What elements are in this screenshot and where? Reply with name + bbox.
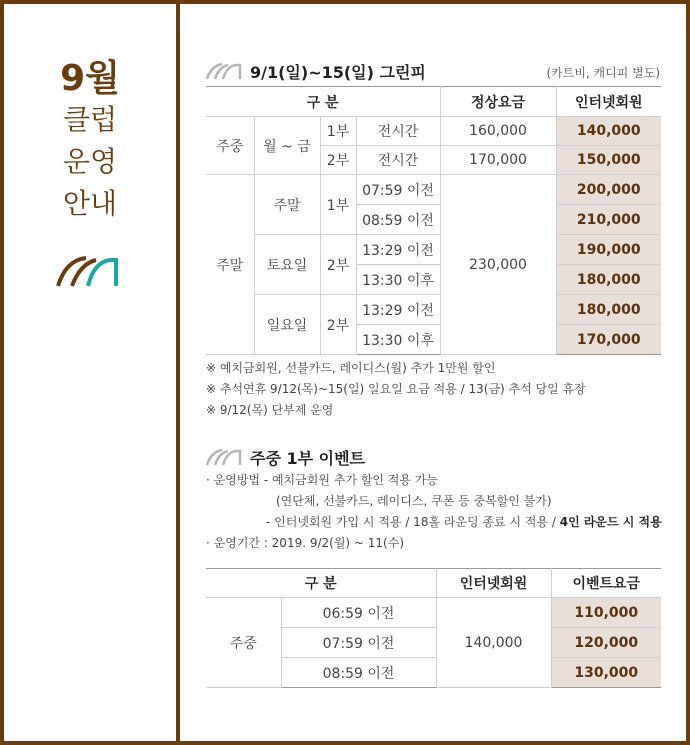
table-row: [206, 175, 661, 205]
header-normal-fee: 정상요금: [440, 87, 556, 117]
weekday-days: 월 ~ 금: [254, 117, 320, 175]
weekend-day: 토요일: [254, 235, 320, 295]
part-cell: 2부: [320, 235, 356, 295]
part-cell: 1부: [320, 175, 356, 235]
member-fee-cell: 180,000: [556, 265, 661, 295]
weekday-label: 주중: [206, 117, 254, 175]
note-line: ※ 추석연휴 9/12(목)~15(일) 일요일 요금 적용 / 13(금) 추석 당일 휴장: [206, 382, 586, 396]
time-cell: 07:59 이전: [281, 628, 436, 658]
note-line: (연단체, 선불카드, 레이디스, 쿠폰 등 중복할인 불가): [276, 494, 552, 508]
section2-header: [206, 446, 506, 468]
time-cell: 08:59 이전: [356, 205, 440, 235]
note-bold-text: 4인 라운드 시 적용: [559, 515, 662, 529]
time-cell: 전시간: [356, 146, 440, 175]
member-fee-cell: 180,000: [556, 295, 661, 325]
sidebar-title-line-3: 안내: [62, 187, 118, 220]
section2-title: 주중 1부 이벤트: [250, 449, 366, 468]
note-line: ※ 예치금회원, 선불카드, 레이디스(월) 추가 1만원 할인: [206, 361, 496, 375]
note-line: · 운영기간 : 2019. 9/2(월) ~ 11(수): [206, 536, 405, 550]
event-fee-cell: 110,000: [551, 598, 661, 628]
section-logo-icon: [206, 62, 242, 80]
member-fee-cell: 170,000: [556, 325, 661, 355]
weekend-normal-fee: 230,000: [440, 175, 556, 355]
note-text: - 인터넷회원 가입 시 적용 / 18홀 라운딩 종료 시 적용 /: [266, 515, 560, 529]
note-line: ※ 9/12(목) 단부제 운영: [206, 403, 334, 417]
time-cell: 13:29 이전: [356, 295, 440, 325]
note-line: · 운영방법 - 예치금회원 추가 할인 적용 가능: [206, 473, 438, 487]
table-row: [206, 235, 661, 265]
event-table: [206, 568, 661, 688]
greenfee-table: [206, 86, 661, 355]
section1-note: (카트비, 캐디피 별도): [546, 66, 660, 80]
part-cell: 1부: [320, 117, 356, 146]
header-member-fee: 인터넷회원: [556, 87, 661, 117]
time-cell: 08:59 이전: [281, 658, 436, 688]
member-fee-cell: 210,000: [556, 205, 661, 235]
time-cell: 07:59 이전: [356, 175, 440, 205]
member-fee-cell: 140,000: [436, 598, 551, 688]
weekend-day: 주말: [254, 175, 320, 235]
member-fee-cell: 190,000: [556, 235, 661, 265]
table-row: [206, 117, 661, 146]
table-row: [206, 598, 661, 628]
member-fee-cell: 200,000: [556, 175, 661, 205]
header-member-fee: 인터넷회원: [436, 569, 551, 598]
header-event-fee: 이벤트요금: [551, 569, 661, 598]
sidebar-month: 9월: [60, 58, 120, 99]
weekend-label: 주말: [206, 175, 254, 355]
club-logo-icon: [56, 254, 120, 288]
time-cell: 13:30 이후: [356, 325, 440, 355]
normal-fee-cell: 160,000: [440, 117, 556, 146]
time-cell: 13:29 이전: [356, 235, 440, 265]
weekend-day: 일요일: [254, 295, 320, 355]
section1-notes: [206, 358, 586, 421]
vertical-divider: [176, 0, 180, 745]
section2-notes: [206, 470, 662, 554]
member-fee-cell: 140,000: [556, 117, 661, 146]
header-category: 구 분: [206, 87, 440, 117]
section1-title: 9/1(일)~15(일) 그린피: [250, 63, 426, 82]
section-logo-icon: [206, 448, 242, 466]
time-cell: 06:59 이전: [281, 598, 436, 628]
part-cell: 2부: [320, 146, 356, 175]
part-cell: 2부: [320, 295, 356, 355]
note-line: [206, 512, 662, 533]
weekday-label: 주중: [206, 598, 281, 688]
table-row: [206, 295, 661, 325]
header-category: 구 분: [206, 569, 436, 598]
member-fee-cell: 150,000: [556, 146, 661, 175]
sidebar-title-line-1: 클럽: [62, 103, 118, 136]
event-fee-cell: 130,000: [551, 658, 661, 688]
time-cell: 13:30 이후: [356, 265, 440, 295]
event-fee-cell: 120,000: [551, 628, 661, 658]
time-cell: 전시간: [356, 117, 440, 146]
sidebar-title-line-2: 운영: [62, 145, 118, 178]
normal-fee-cell: 170,000: [440, 146, 556, 175]
